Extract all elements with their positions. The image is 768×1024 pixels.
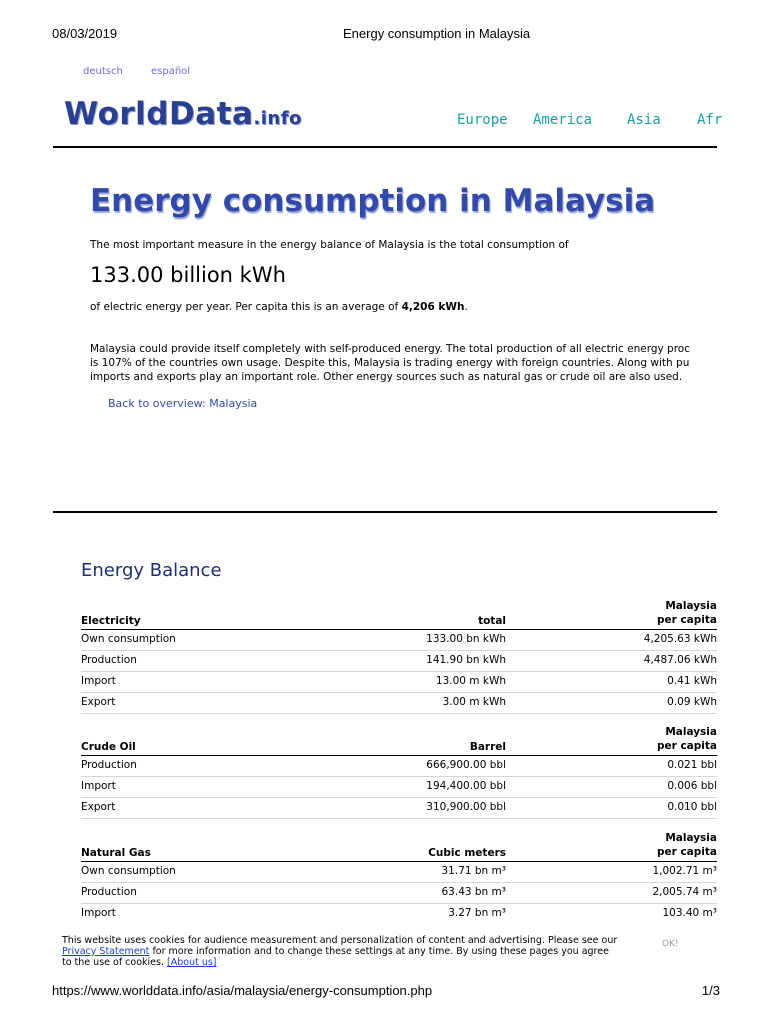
paragraph-line-1: Malaysia could provide itself completely with self-produced energy. The total production of all electric energy proc [90,343,690,355]
intro-line-2 [90,301,468,313]
language-link-deutsch[interactable]: deutsch [83,66,123,77]
row-label: Production [81,654,137,666]
page-title: Energy consumption in Malaysia [90,183,656,219]
paragraph-line-2: is 107% of the countries own usage. Despite this, Malaysia is trading energy with foreign countries. Along with pu [90,357,690,369]
header-per-capita [657,831,717,859]
nav-africa[interactable]: Afr [697,112,723,128]
row-label: Production [81,886,137,898]
row-label: Own consumption [81,633,176,645]
table-row [81,904,717,924]
header-divider [53,146,717,148]
row-label: Import [81,780,116,792]
row-total: 63.43 bn m³ [441,886,506,898]
table-row [81,630,717,651]
row-per-capita: 1,002.71 m³ [652,865,717,877]
table-header [81,831,717,862]
nav-europe[interactable]: Europe [457,112,508,128]
about-us-link[interactable]: [About us] [167,957,217,968]
row-total: 13.00 m kWh [435,675,506,687]
print-url: https://www.worlddata.info/asia/malaysia/energy-consumption.php [52,983,433,998]
row-per-capita: 0.41 kWh [667,675,717,687]
print-date: 08/03/2019 [52,26,118,41]
total-consumption-value: 133.00 billion kWh [90,263,286,287]
table-row [81,862,717,883]
nav-asia[interactable]: Asia [627,112,661,128]
print-footer [0,983,768,999]
row-total: 31.71 bn m³ [441,865,506,877]
row-total: 666,900.00 bbl [426,759,506,771]
row-label: Import [81,675,116,687]
header-per-capita-label: per capita [656,740,717,752]
print-page-number: 1/3 [701,983,720,998]
back-to-overview-link[interactable]: Back to overview: Malaysia [108,397,258,410]
row-per-capita: 4,205.63 kWh [643,633,717,645]
row-total: 3.27 bn m³ [448,907,506,919]
row-per-capita: 4,487.06 kWh [643,654,717,666]
section-divider [53,511,717,513]
cookie-ok-button[interactable]: OK! [662,939,679,949]
row-total: 3.00 m kWh [442,696,506,708]
row-total: 141.90 bn kWh [426,654,506,666]
paragraph-line-3: imports and exports play an important role. Other energy sources such as natural gas or crude oil are also used. [90,371,683,383]
table-row [81,756,717,777]
electricity-table [81,599,717,714]
table-header [81,599,717,630]
nav-america[interactable]: America [533,112,593,128]
header-per-capita-label: per capita [656,614,717,626]
print-title: Energy consumption in Malaysia [343,26,531,41]
cookie-text-2: for more information and to change these settings at any time. By using these pages you agree [149,946,609,957]
header-country: Malaysia [665,726,717,738]
row-per-capita: 103.40 m³ [662,907,717,919]
row-per-capita: 0.021 bbl [667,759,717,771]
intro-line-1: The most important measure in the energy balance of Malaysia is the total consumption of [90,239,569,251]
row-per-capita: 0.010 bbl [667,801,717,813]
privacy-statement-link[interactable]: Privacy Statement [62,946,150,957]
row-total: 133.00 bn kWh [426,633,506,645]
natural-gas-table [81,831,717,924]
intro-line-2-text: of electric energy per year. Per capita this is an average of [90,301,402,313]
table-row [81,693,717,714]
row-label: Own consumption [81,865,176,877]
header-total: Barrel [469,741,506,753]
energy-balance-heading: Energy Balance [81,560,222,581]
header-total: total [478,615,506,627]
header-country: Malaysia [665,600,717,612]
logo-main: WorldData [64,96,254,132]
header-category: Crude Oil [81,741,136,753]
table-row [81,798,717,819]
row-total: 310,900.00 bbl [426,801,506,813]
row-per-capita: 0.006 bbl [667,780,717,792]
table-row [81,651,717,672]
language-link-espanol[interactable]: español [151,66,191,77]
per-capita-value: 4,206 kWh [401,301,465,313]
row-per-capita: 2,005.74 m³ [652,886,717,898]
header-category: Natural Gas [81,847,151,859]
header-per-capita [657,725,717,753]
header-per-capita-label: per capita [656,846,717,858]
crude-oil-table [81,725,717,819]
row-label: Export [81,696,116,708]
row-per-capita: 0.09 kWh [667,696,717,708]
header-country: Malaysia [665,832,717,844]
header-category: Electricity [81,615,141,627]
row-label: Production [81,759,137,771]
table-row [81,883,717,904]
cookie-text-1: This website uses cookies for audience measurement and personalization of content and advertising. Please see our [62,935,618,946]
site-logo[interactable] [64,96,302,132]
logo-tld: .info [253,108,302,129]
header-per-capita [657,599,717,627]
row-label: Export [81,801,116,813]
intro-line-2-end: . [464,301,468,313]
cookie-text-3: to the use of cookies. [62,957,168,968]
table-row [81,777,717,798]
row-label: Import [81,907,116,919]
table-row [81,672,717,693]
cookie-banner [62,935,642,968]
row-total: 194,400.00 bbl [426,780,506,792]
table-header [81,725,717,756]
header-total: Cubic meters [428,847,506,859]
